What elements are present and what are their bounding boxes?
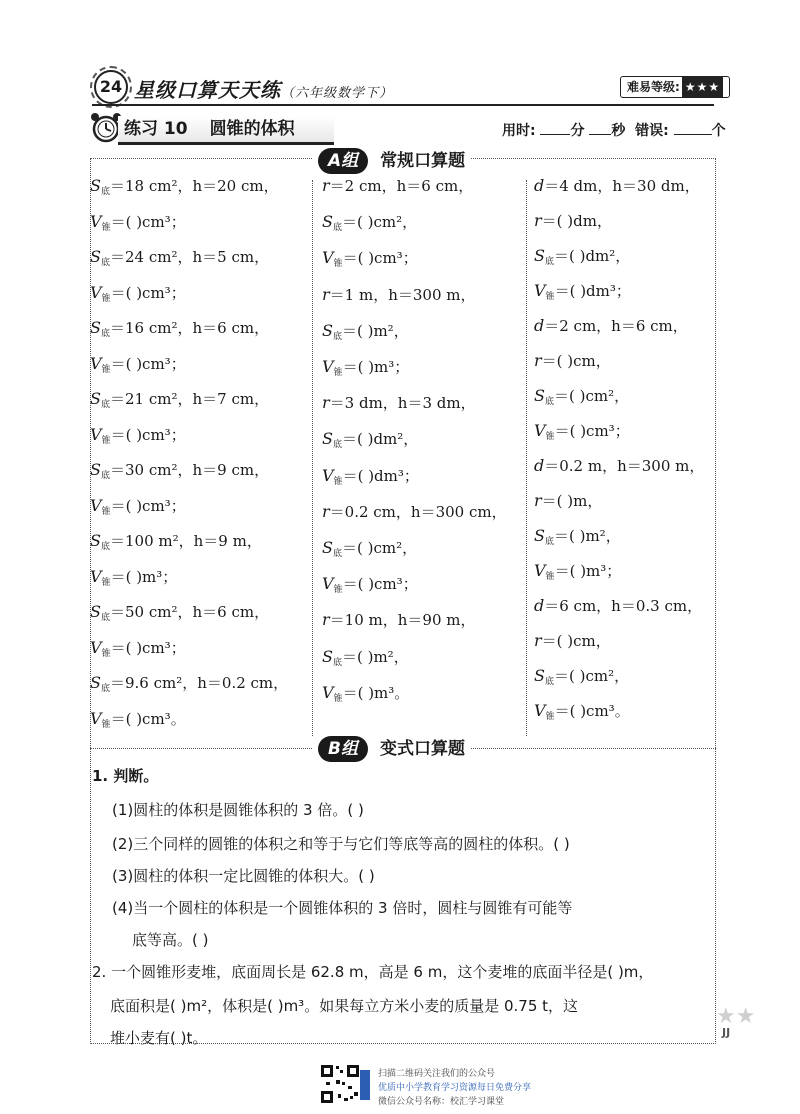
formula-subscript: 锥 [101, 364, 111, 375]
formula-line [90, 283, 186, 309]
formula-variable: V [534, 561, 546, 580]
formula-text: ＝10 m，h＝90 m， [329, 611, 476, 630]
formula-variable: V [322, 682, 334, 702]
formula-variable: d [534, 316, 545, 335]
formula-line [534, 701, 630, 727]
corner-stars-icon: ★★ [716, 1004, 756, 1029]
formula-subscript: 底 [544, 257, 554, 267]
formula-text: ＝4 dm，h＝30 dm， [544, 177, 700, 195]
question-2-line-1: 2. 一个圆锥形麦堆，底面周长是 62.8 m，高是 6 m，这个麦堆的底面半径是( )m， [92, 963, 654, 981]
group-b-badge: B组 [318, 736, 368, 762]
formula-subscript: 底 [100, 684, 110, 694]
series-title [134, 74, 393, 103]
formula-text: ＝50 cm²，h＝6 cm， [109, 603, 270, 621]
formula-line [534, 561, 621, 587]
formula-line [90, 176, 279, 202]
formula-subscript: 底 [332, 549, 342, 559]
formula-subscript: 底 [100, 542, 110, 552]
formula-line [534, 491, 602, 511]
formula-subscript: 底 [100, 471, 110, 481]
difficulty-badge [620, 76, 730, 98]
formula-text: ＝( )m²， [341, 321, 409, 340]
formula-text: ＝30 cm²，h＝9 cm， [109, 461, 270, 479]
qr-code-icon [320, 1064, 360, 1104]
formula-subscript: 锥 [101, 222, 111, 233]
question-1-item-3: (3)圆柱的体积一定比圆锥的体积大。( ) [112, 867, 375, 885]
formula-variable: r [534, 211, 542, 230]
formula-text: ＝( )cm³； [110, 283, 186, 302]
formula-line [322, 610, 475, 630]
formula-text: ＝( )cm²， [553, 387, 630, 405]
formula-subscript: 底 [544, 397, 554, 407]
footer-line-2: 优质中小学教育学习资源每日免费分享 [378, 1083, 532, 1093]
formula-variable: V [322, 357, 334, 376]
difficulty-stars: ★★★ [682, 77, 723, 97]
formula-line [322, 574, 418, 600]
formula-variable: S [322, 320, 333, 340]
formula-line [90, 460, 269, 486]
formula-text: ＝3 dm，h＝3 dm， [329, 394, 476, 413]
formula-text: ＝2 cm，h＝6 cm， [329, 177, 474, 195]
formula-subscript: 锥 [333, 693, 343, 704]
formula-variable: r [322, 176, 330, 195]
formula-text: ＝0.2 m，h＝300 m， [544, 457, 705, 475]
formula-subscript: 锥 [333, 368, 343, 378]
formula-text: ＝( )cm³； [110, 425, 186, 444]
formula-text: ＝( )m， [541, 492, 603, 510]
formula-line [322, 248, 418, 274]
formula-variable: S [534, 526, 545, 545]
count-label: 个 [711, 123, 726, 139]
exercise-title-bar [118, 116, 334, 145]
minutes-blank[interactable] [540, 120, 570, 135]
formula-line [90, 638, 186, 664]
formula-text: ＝100 m²，h＝9 m， [109, 532, 262, 550]
formula-variable: r [322, 610, 330, 630]
group-b-header [312, 736, 471, 762]
formula-variable: S [322, 429, 333, 449]
formula-line [90, 567, 177, 593]
formula-subscript: 锥 [545, 572, 555, 582]
formula-subscript: 底 [332, 223, 342, 234]
formula-variable: V [90, 566, 102, 586]
formula-subscript: 锥 [101, 435, 111, 446]
footer-line-1: 扫描二维码关注我们的公众号 [378, 1069, 496, 1079]
formula-subscript: 底 [332, 657, 342, 668]
formula-text: ＝( )cm， [541, 632, 611, 650]
formula-variable: S [534, 666, 545, 685]
formula-subscript: 锥 [101, 577, 111, 588]
question-1-item-4: (4)当一个圆柱的体积是一个圆锥体积的 3 倍时，圆柱与圆锥有可能等 [112, 899, 573, 917]
header-rule [92, 104, 714, 106]
group-a-header [312, 148, 471, 174]
formula-text: ＝24 cm²，h＝5 cm， [109, 248, 270, 266]
formula-variable: V [534, 701, 546, 720]
formula-text: ＝( )cm³； [110, 354, 186, 373]
formula-subscript: 锥 [545, 292, 555, 302]
formula-variable: V [322, 465, 334, 485]
formula-variable: r [534, 351, 542, 370]
formula-variable: V [534, 421, 546, 440]
seconds-blank[interactable] [589, 120, 611, 135]
formula-line [534, 246, 630, 272]
formula-variable: S [90, 602, 101, 621]
formula-text: ＝21 cm²，h＝7 cm， [109, 390, 270, 408]
formula-text: ＝( )m³； [110, 567, 178, 586]
formula-text: ＝2 cm，h＝6 cm， [544, 317, 688, 335]
column-divider-2 [526, 180, 527, 736]
formula-text: ＝( )cm， [541, 352, 611, 370]
formula-line [322, 212, 417, 238]
formula-variable: V [90, 424, 102, 444]
formula-variable: r [322, 284, 330, 304]
formula-variable: d [534, 456, 545, 475]
time-error-record [502, 120, 726, 140]
formula-subscript: 底 [100, 187, 110, 197]
formula-text: ＝( )m²， [553, 527, 621, 545]
question-2-line-3: 堆小麦有( )t。 [110, 1029, 208, 1047]
question-1-item-2: (2)三个同样的圆锥的体积之和等于与它们等底等高的圆柱的体积。( ) [112, 835, 570, 853]
formula-line [322, 538, 417, 564]
formula-line [534, 456, 704, 476]
formula-line [90, 602, 269, 628]
formula-variable: S [90, 176, 101, 195]
formula-variable: S [534, 386, 545, 405]
question-2-line-2: 底面积是( )m²，体积是( )m³。如果每立方米小麦的质量是 0.75 t，这 [110, 997, 579, 1015]
question-1-title: 1. 判断。 [92, 767, 159, 785]
formula-variable: S [322, 646, 333, 666]
formula-line [322, 502, 507, 522]
formula-subscript: 底 [100, 400, 110, 410]
formula-subscript: 锥 [545, 432, 555, 442]
formula-subscript: 锥 [101, 506, 111, 517]
formula-variable: S [90, 673, 101, 692]
formula-line [322, 321, 409, 347]
formula-subscript: 锥 [333, 259, 343, 270]
formula-line [534, 666, 629, 692]
errors-label: 错误: [635, 123, 669, 139]
formula-text: ＝( )cm³。 [554, 702, 630, 720]
formula-text: ＝( )dm， [541, 212, 612, 230]
formula-text: ＝( )dm³； [554, 282, 631, 300]
formula-line [322, 393, 476, 413]
formula-subscript: 锥 [101, 719, 111, 730]
formula-variable: V [322, 574, 334, 594]
formula-subscript: 锥 [101, 293, 111, 304]
page-number: 24 [94, 70, 128, 104]
time-label: 用时: [502, 123, 536, 139]
formula-line [90, 496, 186, 522]
group-a-badge: A组 [318, 148, 368, 174]
formula-line [90, 247, 269, 273]
question-1-item-4-cont: 底等高。( ) [132, 931, 209, 949]
formula-subscript: 锥 [333, 585, 343, 596]
formula-text: ＝( )m³。 [342, 683, 410, 702]
formula-variable: d [534, 596, 545, 615]
formula-variable: S [90, 531, 101, 550]
formula-text: ＝1 m，h＝300 m， [329, 285, 476, 304]
formula-line [534, 631, 611, 651]
formula-text: ＝( )cm³； [110, 638, 186, 657]
formula-variable: S [90, 247, 101, 266]
formula-line [322, 429, 418, 455]
formula-text: ＝( )m³； [554, 562, 622, 580]
formula-line [90, 673, 288, 699]
formula-subscript: 底 [332, 440, 342, 451]
formula-variable: V [534, 281, 546, 300]
formula-text: ＝( )dm³； [342, 466, 419, 485]
formula-line [90, 389, 269, 415]
formula-line [534, 351, 611, 371]
formula-text: ＝0.2 cm，h＝300 cm， [329, 502, 507, 521]
formula-text: ＝18 cm²，h＝20 cm， [109, 177, 279, 195]
formula-subscript: 锥 [101, 648, 111, 659]
formula-variable: S [90, 318, 101, 337]
formula-variable: V [90, 353, 102, 373]
formula-text: ＝( )dm²， [553, 247, 631, 265]
formula-line [322, 285, 475, 305]
formula-text: ＝( )cm²， [553, 667, 630, 685]
formula-variable: V [322, 248, 334, 268]
formula-subscript: 底 [100, 258, 110, 268]
formula-variable: S [90, 389, 101, 408]
formula-text: ＝( )m²， [341, 647, 409, 666]
formula-text: ＝6 cm，h＝0.3 cm， [544, 597, 703, 615]
formula-text: ＝16 cm²，h＝6 cm， [109, 319, 270, 337]
formula-text: ＝( )dm²， [341, 430, 419, 449]
formula-variable: r [534, 491, 542, 510]
corner-mark: JJ [722, 1026, 731, 1039]
formula-text: ＝( )cm²， [341, 213, 418, 232]
question-1-item-1: (1)圆柱的体积是圆锥体积的 3 倍。( ) [112, 801, 364, 819]
formula-subscript: 底 [100, 613, 110, 623]
formula-text: ＝( )cm³； [342, 575, 418, 594]
seconds-label: 秒 [611, 123, 626, 139]
group-a-title: 常规口算题 [380, 151, 466, 171]
footer-line-3: 微信公众号名称：校汇学习课堂 [378, 1097, 505, 1107]
formula-line [322, 176, 473, 196]
formula-text: ＝( )cm³。 [110, 709, 186, 728]
column-divider-1 [312, 180, 313, 736]
formula-text: ＝( )cm³； [110, 212, 186, 231]
formula-subscript: 锥 [545, 712, 555, 722]
formula-subscript: 底 [544, 537, 554, 547]
exercise-topic: 圆锥的体积 [209, 119, 295, 139]
formula-text: ＝( )cm³； [554, 422, 630, 440]
formula-text: ＝( )cm³； [342, 249, 418, 268]
formula-line [90, 318, 269, 344]
formula-line [534, 386, 629, 412]
formula-variable: V [90, 637, 102, 657]
formula-line [534, 526, 621, 552]
formula-line [534, 596, 702, 616]
formula-variable: V [90, 495, 102, 515]
formula-line [322, 647, 409, 673]
formula-variable: r [322, 501, 330, 521]
formula-line [322, 466, 419, 492]
formula-subscript: 底 [332, 331, 342, 342]
formula-variable: S [322, 538, 333, 557]
formula-line [90, 709, 186, 735]
formula-variable: S [534, 246, 545, 265]
exercise-number: 练习 10 [124, 119, 188, 139]
formula-line [322, 683, 409, 709]
formula-subscript: 锥 [333, 476, 343, 487]
errors-blank[interactable] [674, 120, 712, 135]
formula-line [90, 212, 186, 238]
series-title-text: 星级口算天天练 [134, 78, 281, 102]
formula-line [534, 176, 700, 196]
formula-subscript: 底 [544, 677, 554, 687]
formula-variable: d [534, 176, 545, 195]
formula-variable: V [90, 282, 102, 302]
formula-line [534, 281, 631, 307]
group-b-title: 变式口算题 [379, 739, 465, 759]
formula-text: ＝( )m³； [342, 358, 410, 376]
formula-line [322, 357, 409, 383]
formula-text: ＝9.6 cm²，h＝0.2 cm， [109, 674, 289, 692]
minutes-label: 分 [570, 123, 585, 139]
formula-line [534, 421, 630, 447]
formula-variable: S [322, 212, 333, 232]
formula-variable: r [534, 631, 542, 650]
formula-variable: V [90, 211, 102, 231]
formula-text: ＝( )cm³； [110, 496, 186, 515]
formula-line [534, 211, 612, 231]
difficulty-label: 难易等级: [627, 80, 680, 94]
formula-text: ＝( )cm²， [341, 539, 418, 557]
series-subtitle: （六年级数学下） [281, 86, 394, 101]
formula-line [534, 316, 688, 336]
formula-variable: r [322, 393, 330, 413]
formula-line [90, 354, 186, 380]
formula-line [90, 531, 262, 557]
formula-subscript: 底 [100, 329, 110, 339]
qr-side-tag [360, 1070, 370, 1100]
formula-line [90, 425, 186, 451]
formula-variable: V [90, 708, 102, 728]
formula-variable: S [90, 460, 101, 479]
